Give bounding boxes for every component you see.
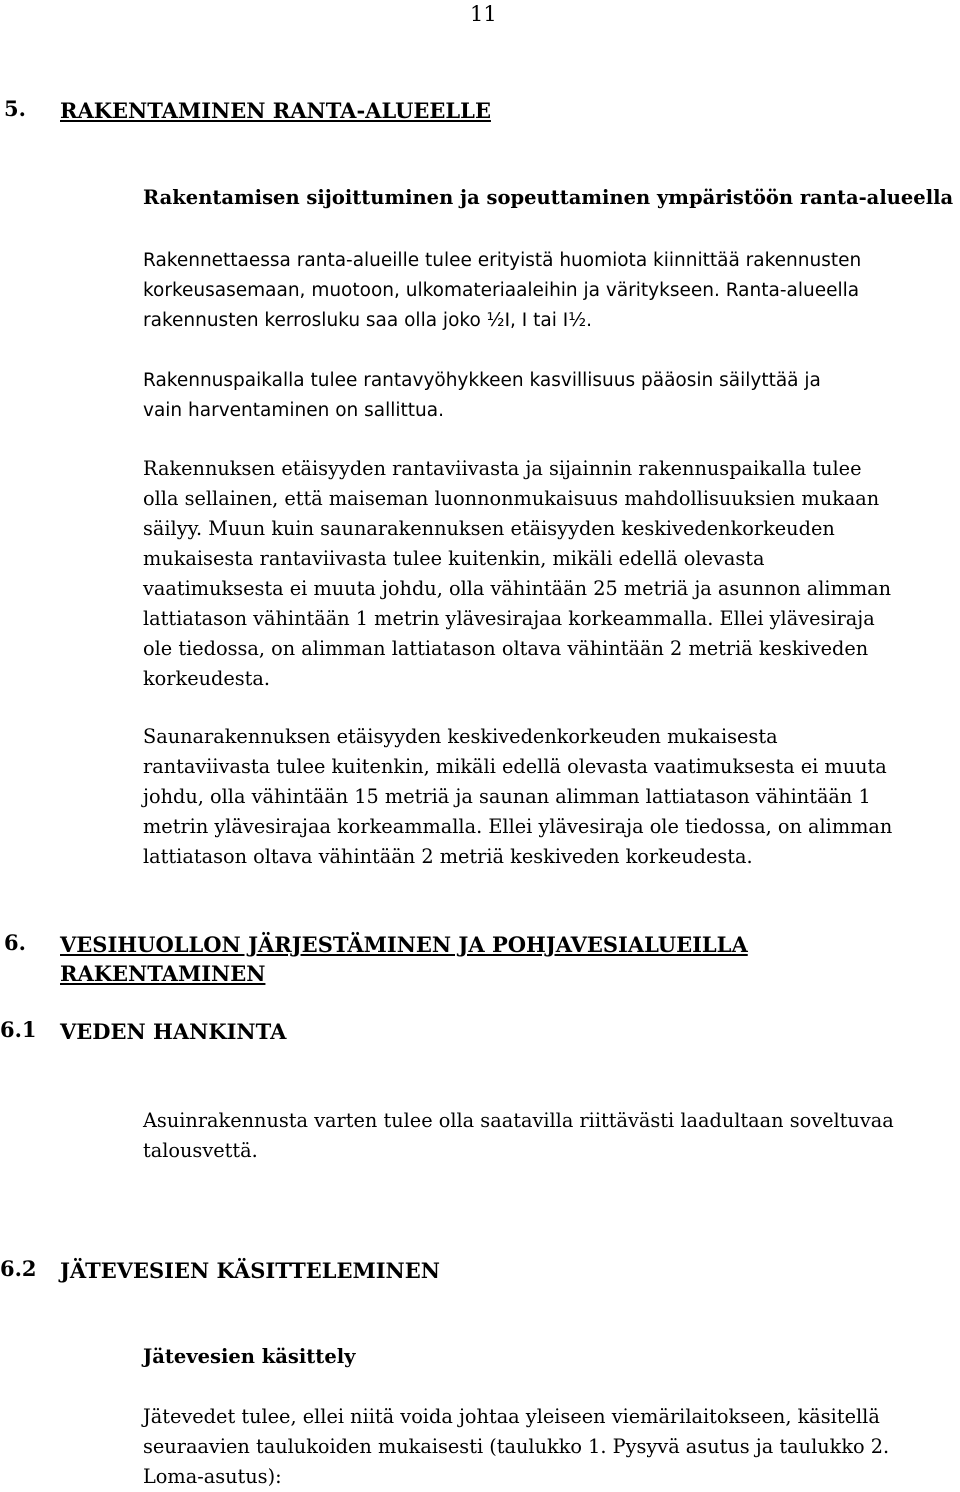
paragraph-line: korkeusasemaan, muotoon, ulkomateriaaleihin ja väritykseen. Ranta-alueella <box>143 280 860 301</box>
paragraph-line: säilyy. Muun kuin saunarakennuksen etäisyyden keskivedenkorkeuden <box>143 517 835 540</box>
paragraph-line: rakennusten kerrosluku saa olla joko ½I, I tai I½. <box>143 310 593 331</box>
paragraph-line: korkeudesta. <box>143 667 271 690</box>
section-6-number: 6. <box>4 930 26 955</box>
paragraph-line: rantaviivasta tulee kuitenkin, mikäli edellä olevasta vaatimuksesta ei muuta <box>143 755 887 778</box>
section-6-2-paragraph <box>143 1402 958 1492</box>
section-5-paragraph-2 <box>143 366 958 426</box>
section-5-paragraph-3 <box>143 454 958 694</box>
section-6-1-paragraph <box>143 1106 958 1166</box>
section-5-title: RAKENTAMINEN RANTA-ALUEELLE <box>60 98 491 123</box>
paragraph-line: Asuinrakennusta varten tulee olla saatavilla riittävästi laadultaan soveltuvaa <box>143 1109 894 1132</box>
paragraph-line: Rakennuspaikalla tulee rantavyöhykkeen kasvillisuus pääosin säilyttää ja <box>143 370 821 391</box>
paragraph-line: ole tiedossa, on alimman lattiatason oltava vähintään 2 metriä keskiveden <box>143 637 869 660</box>
paragraph-line: Rakennettaessa ranta-alueille tulee erityistä huomiota kiinnittää rakennusten <box>143 250 862 271</box>
paragraph-line: lattiatason vähintään 1 metrin ylävesirajaa korkeammalla. Ellei ylävesiraja <box>143 607 875 630</box>
section-5-number: 5. <box>4 96 26 121</box>
section-6-title-line-2: RAKENTAMINEN <box>60 961 266 986</box>
paragraph-line: vain harventaminen on sallittua. <box>143 400 444 421</box>
section-5-subheading: Rakentamisen sijoittuminen ja sopeuttaminen ympäristöön ranta-alueella <box>143 186 954 209</box>
paragraph-line: seuraavien taulukoiden mukaisesti (taulukko 1. Pysyvä asutus ja taulukko 2. <box>143 1435 890 1458</box>
paragraph-line: johdu, olla vähintään 15 metriä ja saunan alimman lattiatason vähintään 1 <box>143 785 871 808</box>
paragraph-line: metrin ylävesirajaa korkeammalla. Ellei ylävesiraja ole tiedossa, on alimman <box>143 815 893 838</box>
paragraph-line: mukaisesta rantaviivasta tulee kuitenkin, mikäli edellä olevasta <box>143 547 765 570</box>
section-6-1-number: 6.1 <box>0 1017 37 1042</box>
section-5-paragraph-4 <box>143 722 958 872</box>
section-6-2-subheading: Jätevesien käsittely <box>143 1345 356 1368</box>
section-6-title-line-1: VESIHUOLLON JÄRJESTÄMINEN JA POHJAVESIALUEILLA <box>60 932 748 957</box>
paragraph-line: Jätevedet tulee, ellei niitä voida johtaa yleiseen viemärilaitokseen, käsitellä <box>143 1405 880 1428</box>
paragraph-line: vaatimuksesta ei muuta johdu, olla vähintään 25 metriä ja asunnon alimman <box>143 577 892 600</box>
paragraph-line: Rakennuksen etäisyyden rantaviivasta ja sijainnin rakennuspaikalla tulee <box>143 457 862 480</box>
section-6-2-number: 6.2 <box>0 1256 37 1281</box>
paragraph-line: Loma-asutus): <box>143 1465 282 1488</box>
page-number: 11 <box>470 2 497 26</box>
section-5-paragraph-1 <box>143 246 958 336</box>
paragraph-line: Saunarakennuksen etäisyyden keskivedenkorkeuden mukaisesta <box>143 725 778 748</box>
paragraph-line: olla sellainen, että maiseman luonnonmukaisuus mahdollisuuksien mukaan <box>143 487 880 510</box>
paragraph-line: lattiatason oltava vähintään 2 metriä keskiveden korkeudesta. <box>143 845 753 868</box>
section-6-1-title: VEDEN HANKINTA <box>60 1019 287 1044</box>
section-6-2-title: JÄTEVESIEN KÄSITTELEMINEN <box>60 1258 440 1283</box>
paragraph-line: talousvettä. <box>143 1139 258 1162</box>
